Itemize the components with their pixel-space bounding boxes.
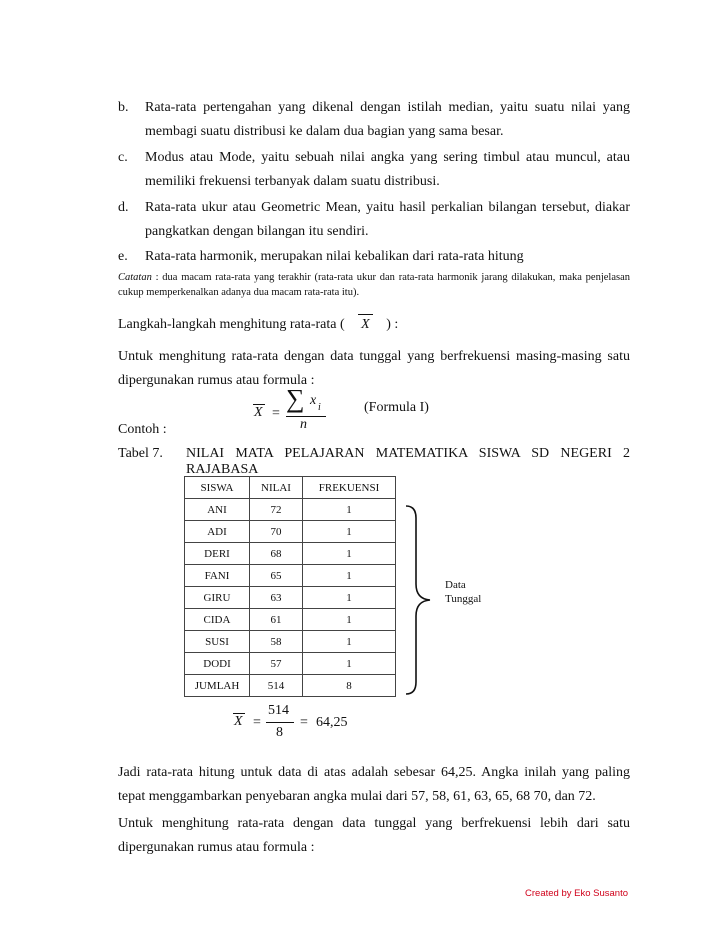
table-cell: CIDA [185,609,250,631]
list-text: Modus atau Mode, yaitu sebuah nilai angka yang sering timbul atau muncul, atau memiliki frekuensi terbanyak dalam suatu distribusi. [145,150,630,189]
formula-equals-2: = [300,715,308,730]
table-row [185,609,396,631]
table-row [185,587,396,609]
formula-lhs: X [254,405,263,420]
formula-denominator: n [300,417,307,432]
table-cell: 1 [303,631,396,653]
fraction-bar [266,722,294,723]
list-text: Rata-rata harmonik, merupakan nilai kebalikan dari rata-rata hitung [145,249,524,264]
list-item-c [118,146,630,194]
formula-result: 64,25 [316,715,348,730]
table-cell: 68 [250,543,303,565]
table-cell: 65 [250,565,303,587]
table-cell: 1 [303,653,396,675]
table-cell: 1 [303,609,396,631]
table-cell: 63 [250,587,303,609]
formula-equals: = [253,715,261,730]
table-caption-line1: NILAI MATA PELAJARAN MATEMATIKA SISWA SD NEGERI 2 [186,446,630,461]
table-cell: 1 [303,521,396,543]
langkah-heading [118,314,398,335]
langkah-text: Langkah-langkah menghitung rata-rata ( [118,317,345,332]
table-cell: 1 [303,543,396,565]
sigma-symbol: ∑ [286,384,305,413]
fraction-numerator: 514 [268,703,289,718]
list-text: Rata-rata pertengahan yang dikenal dengan istilah median, yaitu suatu nilai yang membagi suatu distribusi ke dalam dua bagian yang sama besar. [145,100,630,139]
formula-label: (Formula I) [364,400,429,415]
list-letter: d. [118,200,129,215]
x-bar-symbol: X [358,314,373,335]
table-row [185,521,396,543]
table-cell: 1 [303,499,396,521]
formula-subscript: i [318,402,321,413]
table-row [185,653,396,675]
table-cell: 8 [303,675,396,697]
formula-equals: = [272,406,280,421]
catatan-text: : dua macam rata-rata yang terakhir (rata-rata ukur dan rata-rata harmonik jarang dilakukan, maka penjelasan cukup memperkenalkan adanya dua macam rata-rata itu). [118,272,630,298]
fraction-denominator: 8 [276,725,283,740]
catatan-note [118,270,630,300]
table-cell: 57 [250,653,303,675]
table-cell: 1 [303,587,396,609]
header-cell: NILAI [250,477,303,499]
brace-label [445,578,481,606]
table-row [185,565,396,587]
table-cell: SUSI [185,631,250,653]
table-caption-line2: RAJABASA [186,462,259,477]
table-cell: 70 [250,521,303,543]
langkah-text-end: ) : [386,317,399,332]
curly-brace-icon [400,504,440,696]
list-item-d [118,196,630,244]
brace-label-line2: Tunggal [445,593,482,605]
catatan-label: Catatan [118,272,152,283]
table-cell: 514 [250,675,303,697]
list-letter: e. [118,249,128,264]
table-caption-prefix: Tabel 7. [118,446,163,461]
table-cell: ADI [185,521,250,543]
list-letter: c. [118,150,128,165]
list-item-b [118,96,630,144]
table-cell: JUMLAH [185,675,250,697]
footer-credit: Created by Eko Susanto [525,888,628,899]
brace-label-line1: Data [445,579,466,591]
table-cell: ANI [185,499,250,521]
formula-lhs: X [234,714,243,729]
table-cell: GIRU [185,587,250,609]
table-cell: 72 [250,499,303,521]
table-cell: 58 [250,631,303,653]
table-row [185,631,396,653]
table-row [185,499,396,521]
formula-numerator-x: x [310,393,317,408]
table-total-row [185,675,396,697]
contoh-label: Contoh : [118,422,167,437]
paragraph-conclusion: Jadi rata-rata hitung untuk data di atas adalah sebesar 64,25. Angka inilah yang paling tepat menggambarkan penyebaran angka mulai dari 57, 58, 61, 63, 65, 68 70, dan 72. [118,765,630,804]
table-cell: 1 [303,565,396,587]
paragraph-formula-next: Untuk menghitung rata-rata dengan data tunggal yang berfrekuensi lebih dari satu dipergunakan rumus atau formula : [118,816,630,855]
table-cell: 61 [250,609,303,631]
paragraph-formula-intro: Untuk menghitung rata-rata dengan data tunggal yang berfrekuensi masing-masing satu dipergunakan rumus atau formula : [118,349,630,388]
data-table [184,476,396,697]
header-cell: SISWA [185,477,250,499]
list-item-e [118,245,630,269]
table-cell: FANI [185,565,250,587]
list-letter: b. [118,100,129,115]
list-text: Rata-rata ukur atau Geometric Mean, yaitu hasil perkalian bilangan tersebut, diakar pangkatkan dengan bilangan itu sendiri. [145,200,630,239]
table-cell: DERI [185,543,250,565]
header-cell: FREKUENSI [303,477,396,499]
table-row [185,543,396,565]
table-header-row [185,477,396,499]
table-cell: DODI [185,653,250,675]
